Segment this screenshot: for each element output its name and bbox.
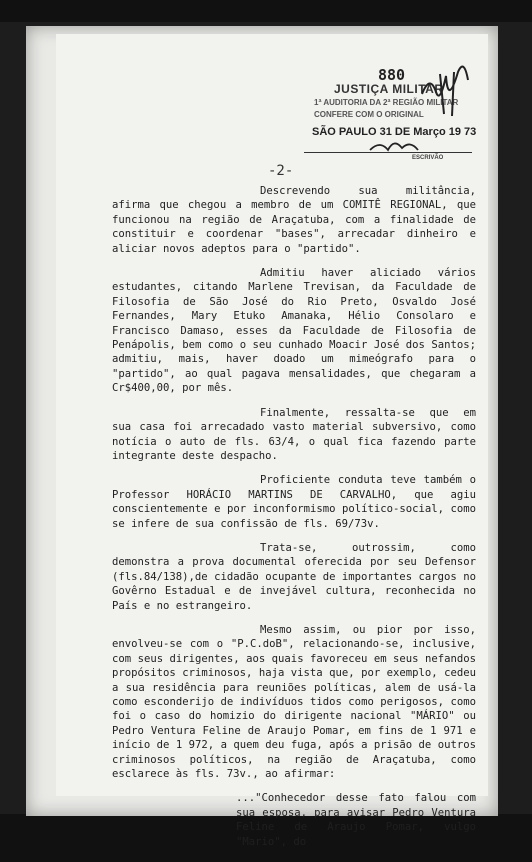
paragraph-recruitment: Admitiu haver aliciado vários estudantes, citando Marlene Trevisan, da Faculdade de Filosofia de São José do Rio Preto, Osvaldo José Fernandes, Mary Etuko Amanaka, Hélio Consolaro e Francisco Damaso, esses da Faculdade de Filosofia de Penápolis, bem como o seu cunhado Moacir José dos Santos; admitiu, mais, haver doado um mimeógrafo para o "partido", ao qual pagava mensalidades, que chegaram a Cr$400,00, por mês. — [112, 267, 476, 395]
stamp-line-2: CONFERE COM O ORIGINAL — [314, 110, 424, 119]
paragraph-documentary-evidence: Trata-se, outrossim, como demonstra a prova documental oferecida por seu Defensor (fls.84/138),de cidadão ocupante de importantes cargos no Govêrno Estadual e de invejável cultura, reconhecida no País e no estrangeiro. — [112, 541, 476, 612]
paragraph-militancy: Descrevendo sua militância, afirma que chegou a membro de um COMITÊ REGIONAL, que funcionou na região de Araçatuba, com a finalidade de constituir e coordenar "bases", arrecadar dinheiro e aliciar novos adeptos para o "partido". — [112, 185, 476, 255]
court-stamp — [304, 54, 484, 164]
document-body — [112, 184, 476, 849]
stamp-clerk-label: ESCRIVÃO — [412, 155, 444, 161]
paragraph-involvement: Mesmo assim, ou pior por isso, envolveu-se com o "P.C.doB", relacionando-se, inclusive, com seus dirigentes, aos quais favoreceu em seus nefandos propósitos criminosos, haja vista que, por exemplo, cedeu a sua residência para reuniões políticas, alem de usá-la como esconderijo de indivíduos tidos como perigosos, como foi o caso do homizio do dirigente nacional "MÁRIO" ou Pedro Ventura Feline de Araujo Pomar, em fins de 1 971 e início de 1 972, a quem deu fuga, após a prisão de outros criminosos políticos, na região de Araçatuba, como esclarece às fls. 73v., ao afirmar: — [112, 623, 476, 781]
paragraph-seized-material: Finalmente, ressalta-se que em sua casa foi arrecadado vasto material subversivo, como notícia o auto de fls. 63/4, o qual fica fazendo parte integrante deste despacho. — [112, 406, 476, 462]
film-edge-top — [0, 0, 532, 22]
paragraph-professor-conduct: Proficiente conduta teve também o Professor HORÁCIO MARTINS DE CARVALHO, que agiu conscientemente e por inconformismo político-social, como se infere de sua confissão de fls. 69/73v. — [112, 474, 476, 530]
paragraph-quote: ..."Conhecedor desse fato falou com sua esposa, para avisar Pedro Ventura Feline de Araujo Pomar, vulgo "Mario", do — [236, 792, 476, 848]
stamp-page-number: 880 — [378, 66, 406, 84]
stamp-line-1: 1ª AUDITORIA DA 2ª REGIÃO MILITAR — [314, 98, 459, 107]
document-page — [26, 26, 498, 848]
stamp-title: JUSTIÇA MILITAR — [334, 82, 444, 96]
stamp-date: SÃO PAULO 31 DE Março 19 73 — [312, 126, 477, 138]
signature-scribbles — [304, 54, 484, 164]
stamp-rule — [304, 152, 472, 153]
page-number: -2- — [268, 163, 294, 179]
